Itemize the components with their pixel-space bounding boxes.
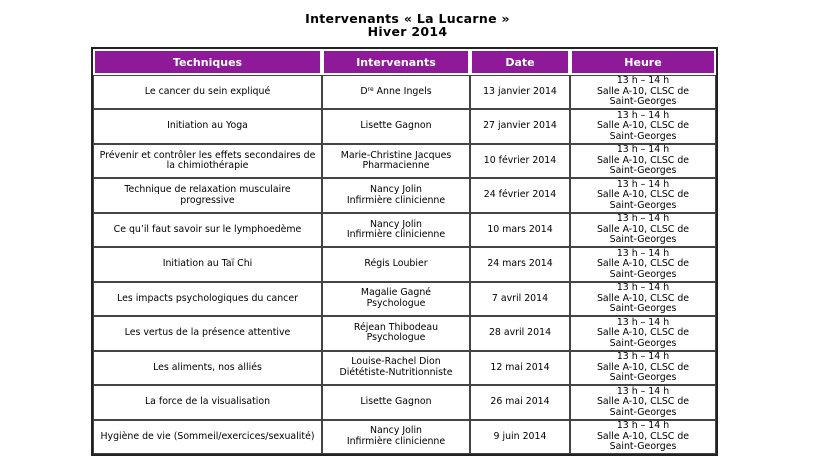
intervenant-cell <box>322 351 470 385</box>
heure-cell <box>570 316 716 350</box>
intervenant-name: Magalie Gagné <box>360 287 432 299</box>
heure-line: Saint-Georges <box>609 406 677 418</box>
heure-line: 13 h – 14 h <box>616 75 670 87</box>
schedule-table <box>91 47 718 456</box>
intervenant-name: Lisette Gagnon <box>360 120 432 132</box>
heure-line: Salle A-10, CLSC de <box>596 154 690 166</box>
intervenant-title-prefix: D <box>360 85 368 97</box>
heure-line: 13 h – 14 h <box>616 109 670 121</box>
date-cell: 12 mai 2014 <box>470 351 570 385</box>
intervenant-cell <box>322 420 470 454</box>
intervenant-name: Réjean Thibodeau <box>353 321 439 333</box>
heure-line: 13 h – 14 h <box>616 351 670 363</box>
table-row <box>93 420 716 454</box>
heure-line: Saint-Georges <box>609 303 677 315</box>
intervenant-role: Psychologue <box>366 297 426 309</box>
intervenant-cell <box>322 178 470 212</box>
intervenant-name: Nancy Jolin <box>369 184 423 196</box>
heure-cell <box>570 385 716 419</box>
heure-line: 13 h – 14 h <box>616 213 670 225</box>
header-heure: Heure <box>570 49 716 75</box>
intervenant-cell <box>322 109 470 143</box>
intervenant-role: Pharmacienne <box>362 160 430 172</box>
heure-line: Salle A-10, CLSC de <box>596 223 690 235</box>
intervenant-name: Louise-Rachel Dion <box>351 356 441 368</box>
date-cell: 10 mars 2014 <box>470 213 570 247</box>
heure-line: Saint-Georges <box>609 268 677 280</box>
heure-line: Salle A-10, CLSC de <box>596 292 690 304</box>
intervenant-name: Nancy Jolin <box>369 218 423 230</box>
technique-cell: Les aliments, nos alliés <box>93 351 322 385</box>
technique-cell: Technique de relaxation musculaire progressive <box>93 178 322 212</box>
heure-line: 13 h – 14 h <box>616 316 670 328</box>
technique-cell: Le cancer du sein expliqué <box>93 75 322 109</box>
document-subtitle: Hiver 2014 <box>367 24 448 39</box>
table-row <box>93 247 716 281</box>
technique-cell: Prévenir et contrôler les effets secondaires de la chimiothérapie <box>93 144 322 178</box>
heure-line: Salle A-10, CLSC de <box>596 327 690 339</box>
heure-cell <box>570 351 716 385</box>
heure-line: 13 h – 14 h <box>616 247 670 259</box>
intervenant-name: Nancy Jolin <box>369 425 423 437</box>
intervenant-name <box>325 87 467 98</box>
heure-line: Salle A-10, CLSC de <box>596 189 690 201</box>
date-cell: 26 mai 2014 <box>470 385 570 419</box>
intervenant-cell <box>322 75 470 109</box>
intervenant-name-text: Anne Ingels <box>376 85 432 97</box>
technique-cell: Ce qu’il faut savoir sur le lymphoedème <box>93 213 322 247</box>
table-row <box>93 75 716 109</box>
date-cell: 28 avril 2014 <box>470 316 570 350</box>
table-row <box>93 351 716 385</box>
intervenant-cell <box>322 213 470 247</box>
intervenant-cell <box>322 385 470 419</box>
intervenant-role: Infirmière clinicienne <box>346 435 446 447</box>
technique-cell: Les impacts psychologiques du cancer <box>93 282 322 316</box>
heure-line: Salle A-10, CLSC de <box>596 258 690 270</box>
header-techniques: Techniques <box>93 49 322 75</box>
intervenant-role: Diététiste-Nutritionniste <box>339 366 453 378</box>
heure-line: Saint-Georges <box>609 199 677 211</box>
header-date: Date <box>470 49 570 75</box>
table-row <box>93 282 716 316</box>
intervenant-name: Marie-Christine Jacques <box>340 149 452 161</box>
heure-line: Saint-Georges <box>609 130 677 142</box>
technique-cell: Initiation au Taï Chi <box>93 247 322 281</box>
heure-cell <box>570 247 716 281</box>
date-cell: 27 janvier 2014 <box>470 109 570 143</box>
heure-line: Salle A-10, CLSC de <box>596 120 690 132</box>
table-row <box>93 144 716 178</box>
heure-line: Saint-Georges <box>609 234 677 246</box>
heure-cell <box>570 282 716 316</box>
heure-line: 13 h – 14 h <box>616 282 670 294</box>
heure-line: Saint-Georges <box>609 96 677 108</box>
heure-line: 13 h – 14 h <box>616 178 670 190</box>
table-row <box>93 178 716 212</box>
heure-cell <box>570 144 716 178</box>
date-cell: 24 février 2014 <box>470 178 570 212</box>
intervenant-role: Infirmière clinicienne <box>346 229 446 241</box>
heure-line: Saint-Georges <box>609 441 677 453</box>
header-row <box>93 49 716 75</box>
table-row <box>93 385 716 419</box>
heure-cell <box>570 109 716 143</box>
heure-line: Saint-Georges <box>609 165 677 177</box>
technique-cell: Initiation au Yoga <box>93 109 322 143</box>
heure-cell <box>570 178 716 212</box>
technique-cell: Hygiène de vie (Sommeil/exercices/sexualité) <box>93 420 322 454</box>
header-intervenants: Intervenants <box>322 49 470 75</box>
table-row <box>93 316 716 350</box>
table-row <box>93 213 716 247</box>
intervenant-role: Psychologue <box>366 332 426 344</box>
date-cell: 9 juin 2014 <box>470 420 570 454</box>
document-title: Intervenants « La Lucarne » <box>305 11 510 26</box>
heure-line: Saint-Georges <box>609 372 677 384</box>
heure-line: Saint-Georges <box>609 337 677 349</box>
heure-line: 13 h – 14 h <box>616 144 670 156</box>
intervenant-cell <box>322 316 470 350</box>
heure-line: Salle A-10, CLSC de <box>596 85 690 97</box>
heure-line: Salle A-10, CLSC de <box>596 396 690 408</box>
technique-cell: La force de la visualisation <box>93 385 322 419</box>
intervenant-title-suffix: re <box>367 85 374 93</box>
date-cell: 13 janvier 2014 <box>470 75 570 109</box>
technique-cell: Les vertus de la présence attentive <box>93 316 322 350</box>
heure-line: Salle A-10, CLSC de <box>596 430 690 442</box>
intervenant-cell <box>322 144 470 178</box>
intervenant-role: Infirmière clinicienne <box>346 194 446 206</box>
intervenant-name: Régis Loubier <box>364 258 428 270</box>
heure-cell <box>570 75 716 109</box>
date-cell: 7 avril 2014 <box>470 282 570 316</box>
intervenant-cell <box>322 282 470 316</box>
intervenant-cell <box>322 247 470 281</box>
heure-cell <box>570 213 716 247</box>
heure-line: 13 h – 14 h <box>616 385 670 397</box>
table-row <box>93 109 716 143</box>
heure-line: 13 h – 14 h <box>616 420 670 432</box>
heure-cell <box>570 420 716 454</box>
intervenant-name: Lisette Gagnon <box>360 396 432 408</box>
date-cell: 10 février 2014 <box>470 144 570 178</box>
date-cell: 24 mars 2014 <box>470 247 570 281</box>
heure-line: Salle A-10, CLSC de <box>596 361 690 373</box>
